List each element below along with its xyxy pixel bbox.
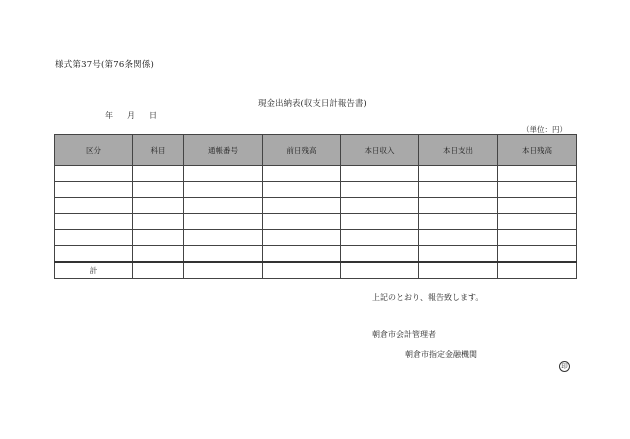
table-cell (498, 262, 577, 279)
table-cell (419, 198, 498, 214)
table-cell (133, 246, 184, 262)
column-header-category: 区分 (55, 135, 133, 166)
table-row (55, 230, 577, 246)
table-row (55, 182, 577, 198)
table-cell (419, 262, 498, 279)
table-cell (263, 246, 341, 262)
table-cell (498, 198, 577, 214)
table-cell (419, 214, 498, 230)
table-cell (419, 246, 498, 262)
date-day-label: 日 (149, 111, 157, 120)
document-title: 現金出納表(収支日計報告書) (258, 99, 367, 109)
table-cell (419, 230, 498, 246)
cash-ledger-table (54, 134, 577, 279)
table-cell (184, 262, 263, 279)
table-row (55, 246, 577, 262)
table-cell (133, 182, 184, 198)
column-header-today-expense: 本日支出 (419, 135, 498, 166)
table-cell (341, 166, 419, 182)
total-label: 計 (55, 262, 133, 279)
closing-statement: 上記のとおり、報告致します。 (372, 293, 484, 302)
table-cell (184, 198, 263, 214)
table-cell (498, 246, 577, 262)
table-cell (184, 246, 263, 262)
column-header-today-income: 本日収入 (341, 135, 419, 166)
table-cell (133, 262, 184, 279)
table-cell (55, 230, 133, 246)
table-cell (498, 214, 577, 230)
date-line (105, 110, 157, 121)
table-cell (341, 262, 419, 279)
table-cell (341, 214, 419, 230)
table-header-row (55, 135, 577, 166)
table-row (55, 214, 577, 230)
table-cell (133, 214, 184, 230)
table-cell (133, 230, 184, 246)
table-cell (263, 214, 341, 230)
form-number: 様式第37号(第76条関係) (55, 60, 155, 70)
table-cell (263, 198, 341, 214)
column-header-passbook-number: 通帳番号 (184, 135, 263, 166)
table-cell (55, 182, 133, 198)
table-cell (55, 246, 133, 262)
seal-mark: 印 (559, 361, 570, 372)
table-cell (184, 166, 263, 182)
table-cell (498, 166, 577, 182)
table-cell (55, 166, 133, 182)
table-cell (498, 230, 577, 246)
unit-label: （単位：円） (522, 125, 567, 134)
table-cell (419, 166, 498, 182)
bank-signatory: 朝倉市指定金融機関 (405, 350, 477, 359)
table-cell (341, 198, 419, 214)
table-cell (184, 214, 263, 230)
table-cell (498, 182, 577, 198)
column-header-account: 科目 (133, 135, 184, 166)
table-cell (55, 198, 133, 214)
table-cell (419, 182, 498, 198)
table-cell (341, 246, 419, 262)
date-month-label: 月 (127, 111, 135, 120)
table-cell (133, 198, 184, 214)
table-cell (55, 214, 133, 230)
table-cell (341, 230, 419, 246)
table-cell (184, 182, 263, 198)
table-cell (263, 182, 341, 198)
column-header-previous-balance: 前日残高 (263, 135, 341, 166)
table-row (55, 198, 577, 214)
table-cell (341, 182, 419, 198)
table-cell (263, 262, 341, 279)
date-year-label: 年 (105, 111, 113, 120)
table-cell (133, 166, 184, 182)
total-row (55, 262, 577, 279)
table-row (55, 166, 577, 182)
treasurer-signatory: 朝倉市会計管理者 (372, 330, 436, 339)
table-cell (184, 230, 263, 246)
column-header-today-balance: 本日残高 (498, 135, 577, 166)
table-cell (263, 166, 341, 182)
table-cell (263, 230, 341, 246)
